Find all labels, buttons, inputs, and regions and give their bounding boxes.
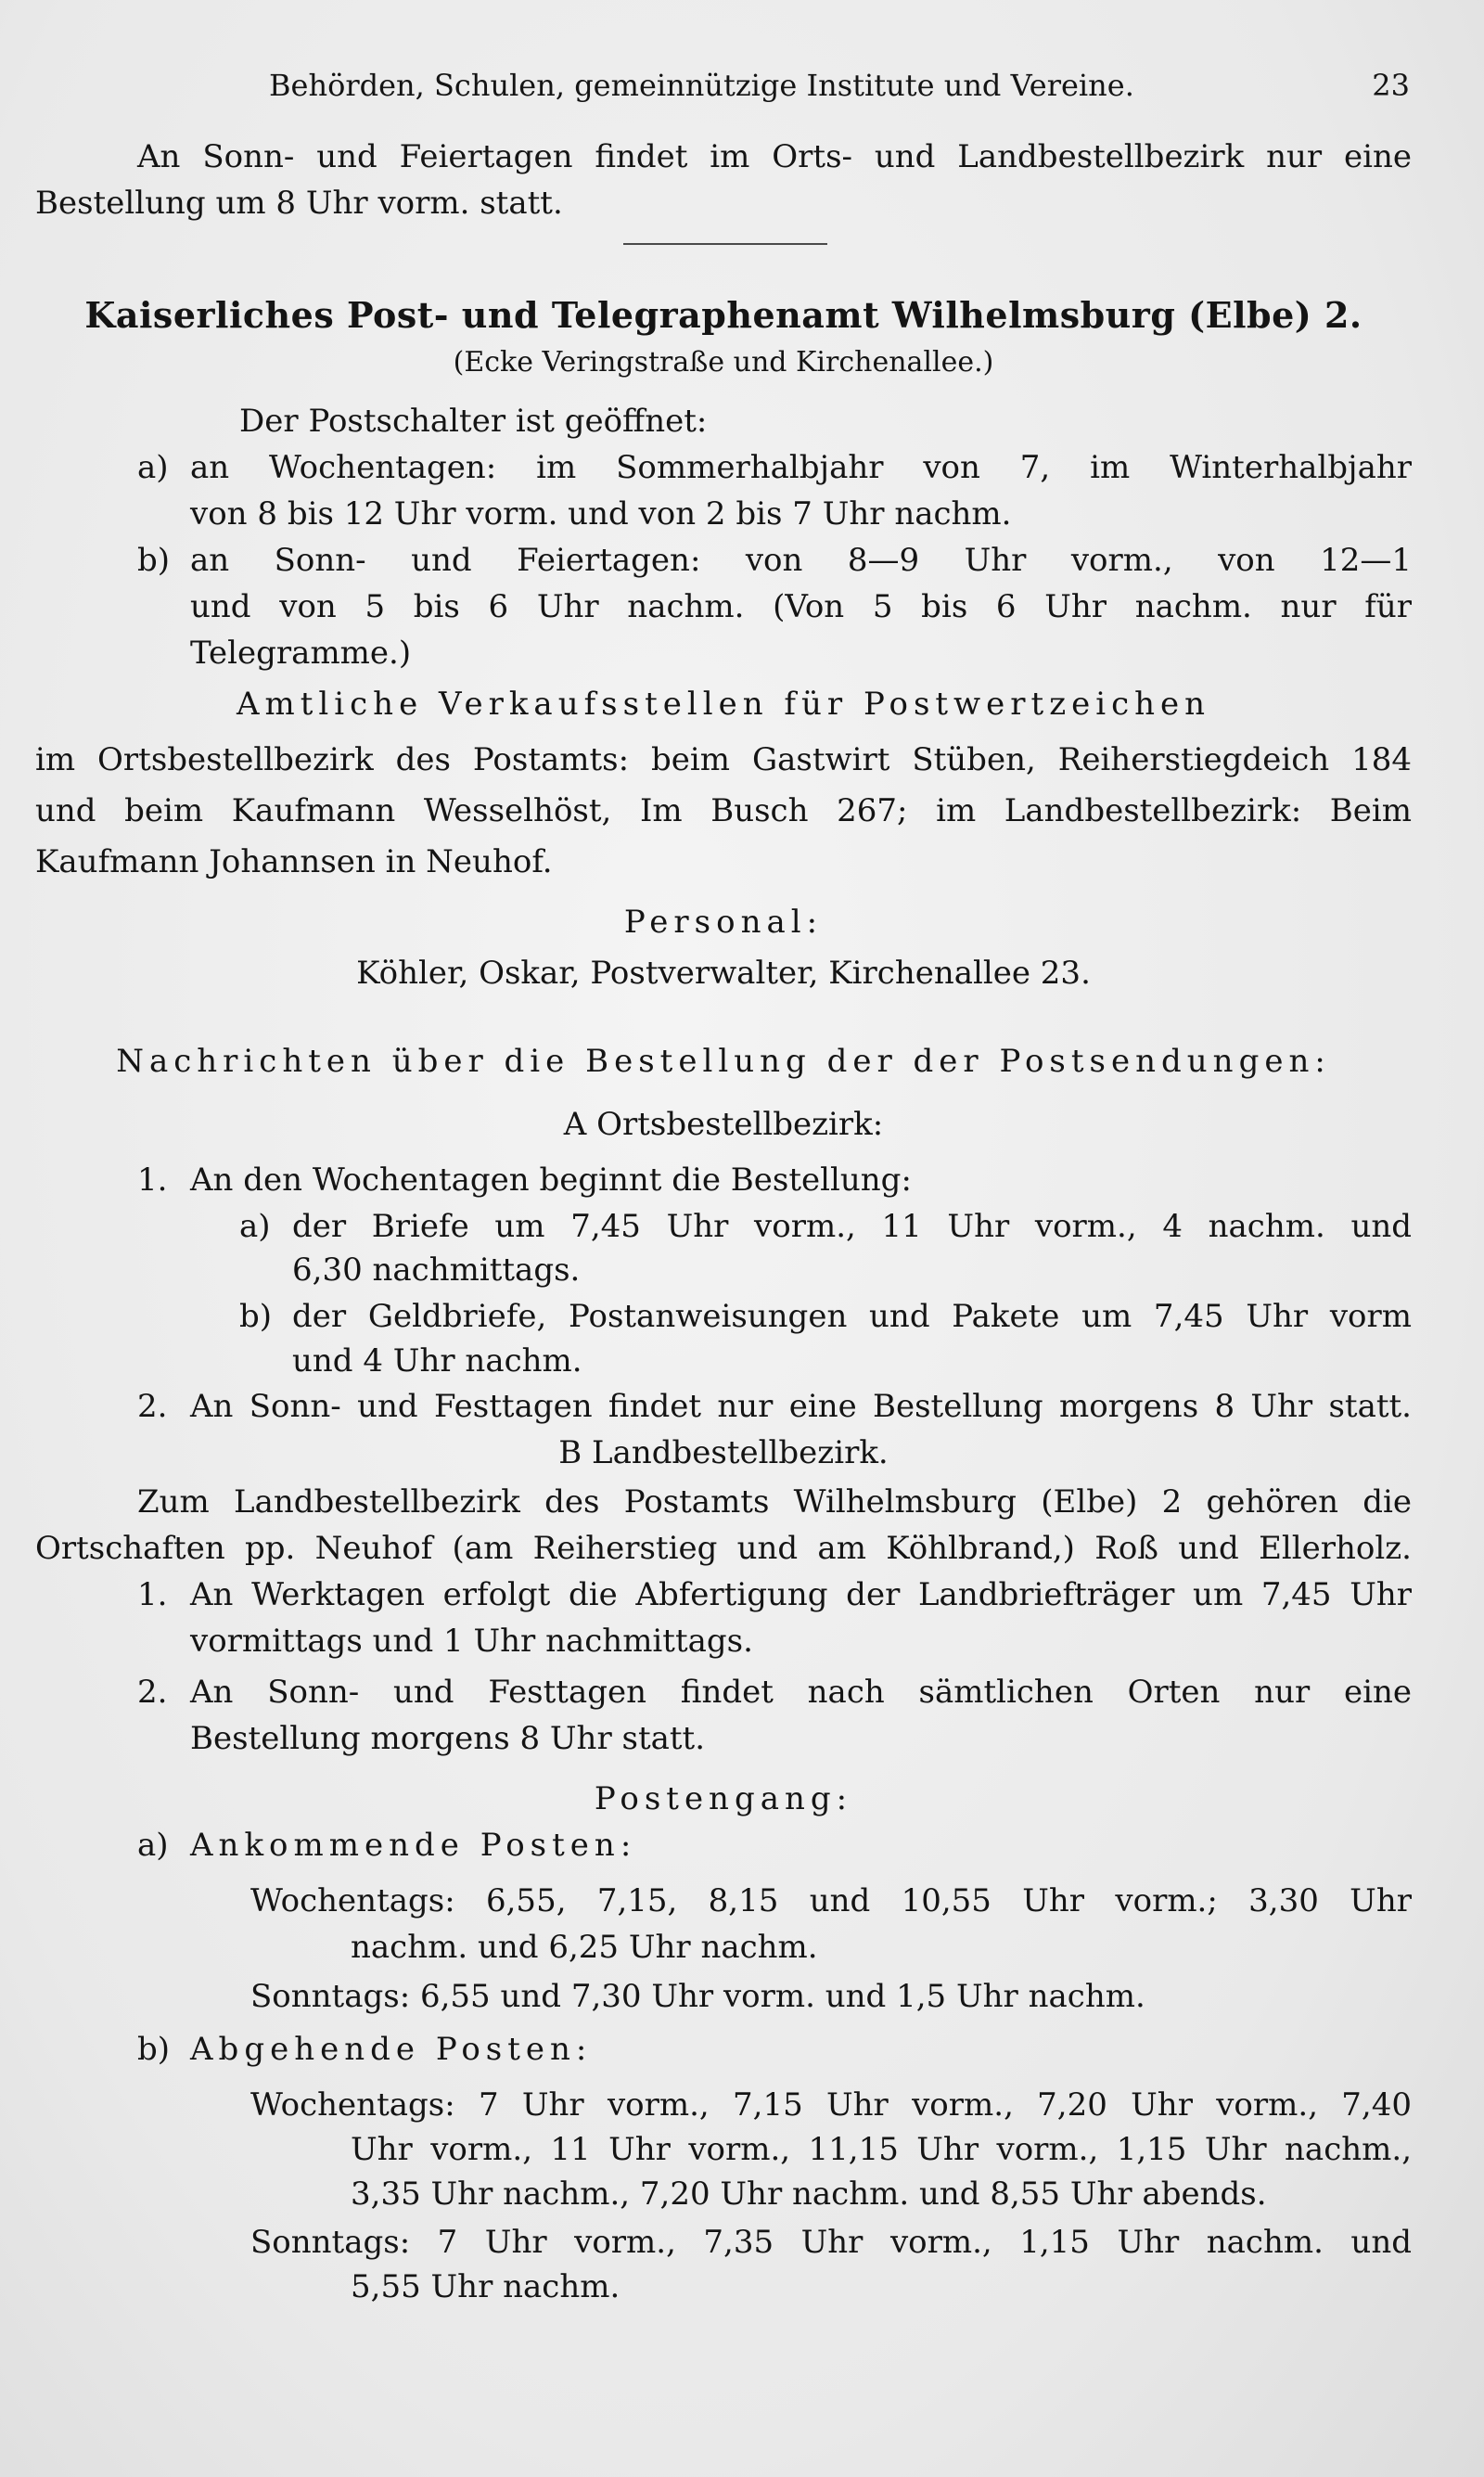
abgehende-wochentags-line-2: Uhr vorm., 11 Uhr vorm., 11,15 Uhr vorm., 1,15 Uhr nachm., [351,2131,1412,2168]
postschalter-b-line-3: Telegramme.) [190,635,412,672]
ortsbestellbezirk-heading: A Ortsbestellbezirk: [563,1106,884,1143]
ankommende-heading: Ankommende Posten: [190,1827,637,1864]
abgehende-sonntags-line-1: Sonntags: 7 Uhr vorm., 7,35 Uhr vorm., 1,15 Uhr nachm. und [250,2224,1412,2261]
orts-item-1a-line-1: der Briefe um 7,45 Uhr vorm., 11 Uhr vorm., 4 nachm. und [292,1208,1412,1245]
postschalter-a-label: a) [137,449,169,486]
office-title: Kaiserliches Post- und Telegraphenamt Wilhelmsburg (Elbe) 2. [84,294,1362,336]
land-item-1-label: 1. [137,1576,168,1613]
office-address: (Ecke Veringstraße und Kirchenallee.) [453,346,994,379]
abgehende-wochentags-line-1: Wochentags: 7 Uhr vorm., 7,15 Uhr vorm., 7,20 Uhr vorm., 7,40 [250,2086,1412,2124]
orts-item-2-label: 2. [137,1388,168,1425]
abgehende-wochentags-line-3: 3,35 Uhr nachm., 7,20 Uhr nachm. und 8,55 Uhr abends. [351,2175,1267,2213]
ankommende-wochentags-line-1: Wochentags: 6,55, 7,15, 8,15 und 10,55 Uhr vorm.; 3,30 Uhr [250,1882,1412,1919]
running-header: Behörden, Schulen, gemeinnützige Institute und Vereine. [269,68,1134,103]
orts-item-1: An den Wochentagen beginnt die Bestellung: [190,1161,912,1199]
landbestellbezirk-heading: B Landbestellbezirk. [558,1434,889,1471]
verkauf-heading: Amtliche Verkaufsstellen für Postwertzeichen [236,686,1211,723]
orts-item-1b-line-2: und 4 Uhr nachm. [292,1342,582,1380]
abgehende-sonntags-line-2: 5,55 Uhr nachm. [351,2268,620,2305]
orts-item-1-label: 1. [137,1161,168,1199]
postschalter-b-line-1: an Sonn- und Feiertagen: von 8—9 Uhr vorm., von 12—1 [190,542,1412,579]
postschalter-heading: Der Postschalter ist geöffnet: [239,403,708,440]
land-item-2-line-2: Bestellung morgens 8 Uhr statt. [190,1720,706,1757]
orts-item-1b-line-1: der Geldbriefe, Postanweisungen und Pakete um 7,45 Uhr vorm [292,1298,1412,1335]
postschalter-b-label: b) [137,542,171,579]
land-item-1-line-1: An Werktagen erfolgt die Abfertigung der Landbriefträger um 7,45 Uhr [190,1576,1412,1613]
orts-item-2: An Sonn- und Festtagen findet nur eine Bestellung morgens 8 Uhr statt. [190,1388,1412,1425]
ankommende-wochentags-line-2: nachm. und 6,25 Uhr nachm. [351,1929,818,1966]
verkauf-line-3: Kaufmann Johannsen in Neuhof. [35,843,553,880]
postengang-b-label: b) [137,2031,171,2068]
intro-line-2: Bestellung um 8 Uhr vorm. statt. [35,185,563,222]
personal-entry: Köhler, Oskar, Postverwalter, Kirchenallee 23. [356,955,1091,992]
postengang-heading: Postengang: [594,1780,853,1817]
intro-line-1: An Sonn- und Feiertagen findet im Orts- und Landbestellbezirk nur eine [137,138,1412,175]
land-line-1: Zum Landbestellbezirk des Postamts Wilhelmsburg (Elbe) 2 gehören die [137,1483,1412,1521]
page-number: 23 [1372,68,1410,103]
nachrichten-heading: Nachrichten über die Bestellung der der Postsendungen: [116,1043,1331,1080]
personal-heading: Personal: [623,904,824,941]
postschalter-a-line-1: an Wochentagen: im Sommerhalbjahr von 7, im Winterhalbjahr [190,449,1412,486]
ankommende-sonntags: Sonntags: 6,55 und 7,30 Uhr vorm. und 1,5 Uhr nachm. [250,1978,1145,2015]
land-item-1-line-2: vormittags und 1 Uhr nachmittags. [190,1623,753,1660]
land-item-2-label: 2. [137,1674,168,1711]
land-line-2: Ortschaften pp. Neuhof (am Reiherstieg und am Köhlbrand,) Roß und Ellerholz. [35,1530,1412,1567]
orts-item-1a-line-2: 6,30 nachmittags. [292,1251,581,1289]
section-divider [623,243,827,245]
verkauf-line-1: im Ortsbestellbezirk des Postamts: beim Gastwirt Stüben, Reiherstiegdeich 184 [35,741,1412,778]
orts-item-1b-label: b) [239,1298,273,1335]
postschalter-b-line-2: und von 5 bis 6 Uhr nachm. (Von 5 bis 6 Uhr nachm. nur für [190,588,1412,625]
abgehende-heading: Abgehende Posten: [190,2031,593,2068]
orts-item-1a-label: a) [239,1208,271,1245]
verkauf-line-2: und beim Kaufmann Wesselhöst, Im Busch 267; im Landbestellbezirk: Beim [35,792,1412,829]
postschalter-a-line-2: von 8 bis 12 Uhr vorm. und von 2 bis 7 Uhr nachm. [190,495,1012,533]
postengang-a-label: a) [137,1827,169,1864]
land-item-2-line-1: An Sonn- und Festtagen findet nach sämtlichen Orten nur eine [190,1674,1412,1711]
